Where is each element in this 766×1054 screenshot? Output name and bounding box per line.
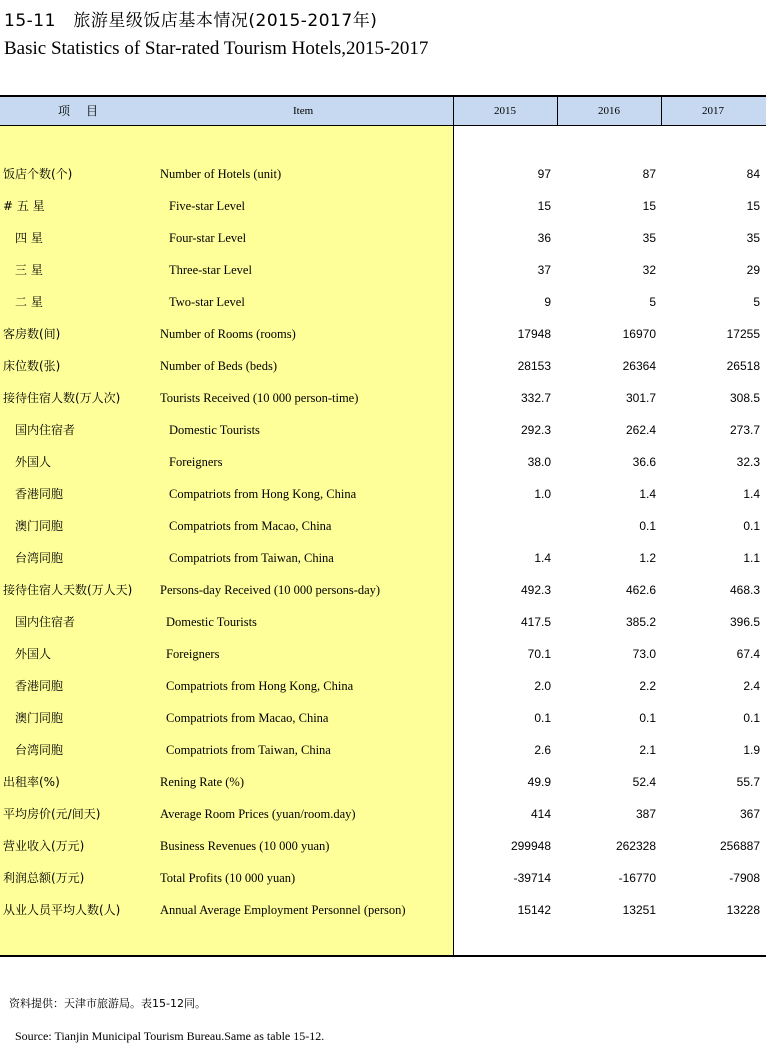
- cell-value-2015: 2.0: [534, 679, 551, 693]
- cell-value-2015: 15: [537, 199, 551, 213]
- table-row: [0, 164, 766, 196]
- cell-value-2016: 35: [642, 231, 656, 245]
- table-row: [0, 772, 766, 804]
- row-label-en: Domestic Tourists: [166, 615, 257, 629]
- row-label-en: Three-star Level: [169, 263, 252, 277]
- cell-value-2017: 29: [746, 263, 760, 277]
- row-label-cn: 香港同胞: [3, 679, 64, 693]
- header-item-en: Item: [293, 105, 314, 117]
- row-label-en: Compatriots from Hong Kong, China: [169, 487, 357, 501]
- cell-value-2015: 36: [537, 231, 551, 245]
- cell-value-2016: 2.2: [639, 679, 656, 693]
- cell-value-2017: 1.1: [743, 551, 760, 565]
- row-label-en: Number of Rooms (rooms): [160, 327, 296, 341]
- cell-value-2015: 292.3: [520, 423, 551, 437]
- table-row: [0, 324, 766, 356]
- row-label-cn: 饭店个数(个): [3, 167, 73, 181]
- row-label-en: Average Room Prices (yuan/room.day): [160, 807, 356, 821]
- cell-value-2015: 17948: [517, 327, 551, 341]
- table-row: [0, 452, 766, 484]
- table-row: [0, 260, 766, 292]
- row-label-en: Compatriots from Hong Kong, China: [166, 679, 354, 693]
- cell-value-2017: 0.1: [743, 519, 760, 533]
- cell-value-2016: 0.1: [639, 711, 656, 725]
- cell-value-2016: 462.6: [625, 583, 656, 597]
- row-label-cn: 澳门同胞: [3, 519, 64, 533]
- row-label-en: Compatriots from Macao, China: [166, 711, 329, 725]
- table-row: [0, 708, 766, 740]
- cell-value-2017: 67.4: [736, 647, 760, 661]
- cell-value-2017: 13228: [726, 903, 760, 917]
- cell-value-2015: 2.6: [534, 743, 551, 757]
- cell-value-2015: 9: [544, 295, 551, 309]
- cell-value-2017: -7908: [729, 871, 760, 885]
- source-note-cn: 资料提供：天津市旅游局。表15-12同。: [9, 997, 206, 1010]
- cell-value-2016: 26364: [622, 359, 656, 373]
- row-label-cn: 营业收入(万元): [3, 839, 85, 853]
- row-label-en: Number of Hotels (unit): [160, 167, 282, 181]
- cell-value-2017: 256887: [719, 839, 760, 853]
- cell-value-2017: 396.5: [729, 615, 760, 629]
- table-row: [0, 580, 766, 612]
- row-label-en: Rening Rate (%): [160, 775, 245, 789]
- cell-value-2015: 37: [537, 263, 551, 277]
- table-row: [0, 420, 766, 452]
- cell-value-2016: 52.4: [632, 775, 656, 789]
- row-label-en: Compatriots from Taiwan, China: [169, 551, 334, 565]
- cell-value-2015: 414: [530, 807, 551, 821]
- table-row: [0, 196, 766, 228]
- cell-value-2017: 5: [753, 295, 760, 309]
- cell-value-2017: 1.9: [743, 743, 760, 757]
- cell-value-2017: 468.3: [729, 583, 760, 597]
- row-label-cn: 香港同胞: [3, 487, 64, 501]
- cell-value-2017: 2.4: [743, 679, 760, 693]
- table-row: [0, 356, 766, 388]
- table-row: [0, 836, 766, 868]
- cell-value-2015: 28153: [517, 359, 551, 373]
- cell-value-2016: 387: [635, 807, 656, 821]
- table-row: [0, 644, 766, 676]
- cell-value-2017: 55.7: [736, 775, 760, 789]
- row-label-cn: 平均房价(元/间天): [3, 807, 101, 821]
- row-label-cn: 二 星: [3, 295, 43, 309]
- table-row: [0, 292, 766, 324]
- cell-value-2017: 0.1: [743, 711, 760, 725]
- row-label-cn: 澳门同胞: [3, 711, 64, 725]
- table-row: [0, 868, 766, 900]
- row-label-en: Annual Average Employment Personnel (person): [160, 903, 406, 917]
- cell-value-2015: 49.9: [527, 775, 551, 789]
- table-row: [0, 388, 766, 420]
- row-label-cn: 国内住宿者: [3, 615, 76, 629]
- cell-value-2017: 32.3: [736, 455, 760, 469]
- cell-value-2016: 16970: [622, 327, 656, 341]
- cell-value-2016: 262.4: [625, 423, 656, 437]
- cell-value-2017: 84: [746, 167, 760, 181]
- cell-value-2017: 308.5: [729, 391, 760, 405]
- row-label-cn: 外国人: [3, 455, 52, 469]
- cell-value-2015: 97: [537, 167, 551, 181]
- row-label-en: Tourists Received (10 000 person-time): [160, 391, 359, 405]
- cell-value-2016: 15: [642, 199, 656, 213]
- row-label-en: Four-star Level: [169, 231, 247, 245]
- header-year-2017: 2017: [702, 105, 724, 117]
- cell-value-2017: 17255: [726, 327, 760, 341]
- row-label-en: Five-star Level: [169, 199, 246, 213]
- cell-value-2015: 0.1: [534, 711, 551, 725]
- row-label-en: Business Revenues (10 000 yuan): [160, 839, 330, 853]
- row-label-en: Total Profits (10 000 yuan): [160, 871, 296, 885]
- header-year-2016: 2016: [598, 105, 620, 117]
- cell-value-2015: 1.4: [534, 551, 551, 565]
- table-row: [0, 612, 766, 644]
- table-row: [0, 516, 766, 548]
- row-label-en: Compatriots from Taiwan, China: [166, 743, 331, 757]
- cell-value-2016: 32: [642, 263, 656, 277]
- cell-value-2015: 38.0: [527, 455, 551, 469]
- table-bottom-rule: [0, 955, 766, 957]
- row-label-cn: 国内住宿者: [3, 423, 76, 437]
- table-row: [0, 804, 766, 836]
- row-label-en: Compatriots from Macao, China: [169, 519, 332, 533]
- cell-value-2017: 35: [746, 231, 760, 245]
- cell-value-2016: 73.0: [632, 647, 656, 661]
- table-row: [0, 228, 766, 260]
- row-label-en: Number of Beds (beds): [160, 359, 277, 373]
- row-label-en: Two-star Level: [169, 295, 245, 309]
- page-title-cn: 15-11 旅游星级饭店基本情况(2015-2017年): [4, 11, 378, 31]
- cell-value-2015: -39714: [513, 871, 551, 885]
- page-title-en: Basic Statistics of Star-rated Tourism Hotels,2015-2017: [4, 38, 429, 59]
- cell-value-2016: 36.6: [632, 455, 656, 469]
- header-item-cn: 项 目: [58, 104, 101, 118]
- row-label-cn: 出租率(%): [3, 775, 60, 789]
- cell-value-2016: 2.1: [639, 743, 656, 757]
- table-row: [0, 900, 766, 932]
- header-year-2015: 2015: [494, 105, 516, 117]
- cell-value-2016: 13251: [622, 903, 656, 917]
- cell-value-2016: 1.4: [639, 487, 656, 501]
- cell-value-2015: 332.7: [520, 391, 551, 405]
- cell-value-2017: 15: [746, 199, 760, 213]
- table-row: [0, 676, 766, 708]
- cell-value-2016: 87: [642, 167, 656, 181]
- cell-value-2017: 367: [739, 807, 760, 821]
- row-label-cn: # 五 星: [3, 199, 45, 213]
- cell-value-2016: 1.2: [639, 551, 656, 565]
- cell-value-2015: 492.3: [520, 583, 551, 597]
- cell-value-2015: 70.1: [527, 647, 551, 661]
- row-label-cn: 台湾同胞: [3, 743, 64, 757]
- row-label-cn: 床位数(张): [3, 359, 61, 373]
- row-label-en: Persons-day Received (10 000 persons-day): [160, 583, 381, 597]
- row-label-cn: 利润总额(万元): [3, 871, 85, 885]
- row-label-cn: 接待住宿人数(万人次): [3, 391, 121, 405]
- cell-value-2017: 273.7: [729, 423, 760, 437]
- cell-value-2015: 1.0: [534, 487, 551, 501]
- table-row: [0, 484, 766, 516]
- row-label-cn: 接待住宿人天数(万人天): [3, 583, 133, 597]
- table-row: [0, 548, 766, 580]
- cell-value-2016: 0.1: [639, 519, 656, 533]
- row-label-cn: 三 星: [3, 263, 43, 277]
- row-label-cn: 从业人员平均人数(人): [3, 903, 121, 917]
- statistics-table: [0, 95, 766, 957]
- table-row: [0, 740, 766, 772]
- row-label-cn: 四 星: [3, 231, 43, 245]
- row-label-en: Foreigners: [166, 647, 220, 661]
- row-label-cn: 外国人: [3, 647, 52, 661]
- cell-value-2017: 26518: [726, 359, 760, 373]
- cell-value-2016: 262328: [615, 839, 656, 853]
- source-note-en: Source: Tianjin Municipal Tourism Bureau.Same as table 15-12.: [15, 1029, 325, 1043]
- row-label-cn: 客房数(间): [3, 327, 61, 341]
- cell-value-2016: 301.7: [625, 391, 656, 405]
- cell-value-2015: 417.5: [520, 615, 551, 629]
- row-label-en: Foreigners: [169, 455, 223, 469]
- cell-value-2016: 385.2: [625, 615, 656, 629]
- cell-value-2016: 5: [649, 295, 656, 309]
- cell-value-2015: 299948: [510, 839, 551, 853]
- row-label-cn: 台湾同胞: [3, 551, 64, 565]
- cell-value-2017: 1.4: [743, 487, 760, 501]
- cell-value-2016: -16770: [618, 871, 656, 885]
- cell-value-2015: 15142: [517, 903, 551, 917]
- row-label-en: Domestic Tourists: [169, 423, 260, 437]
